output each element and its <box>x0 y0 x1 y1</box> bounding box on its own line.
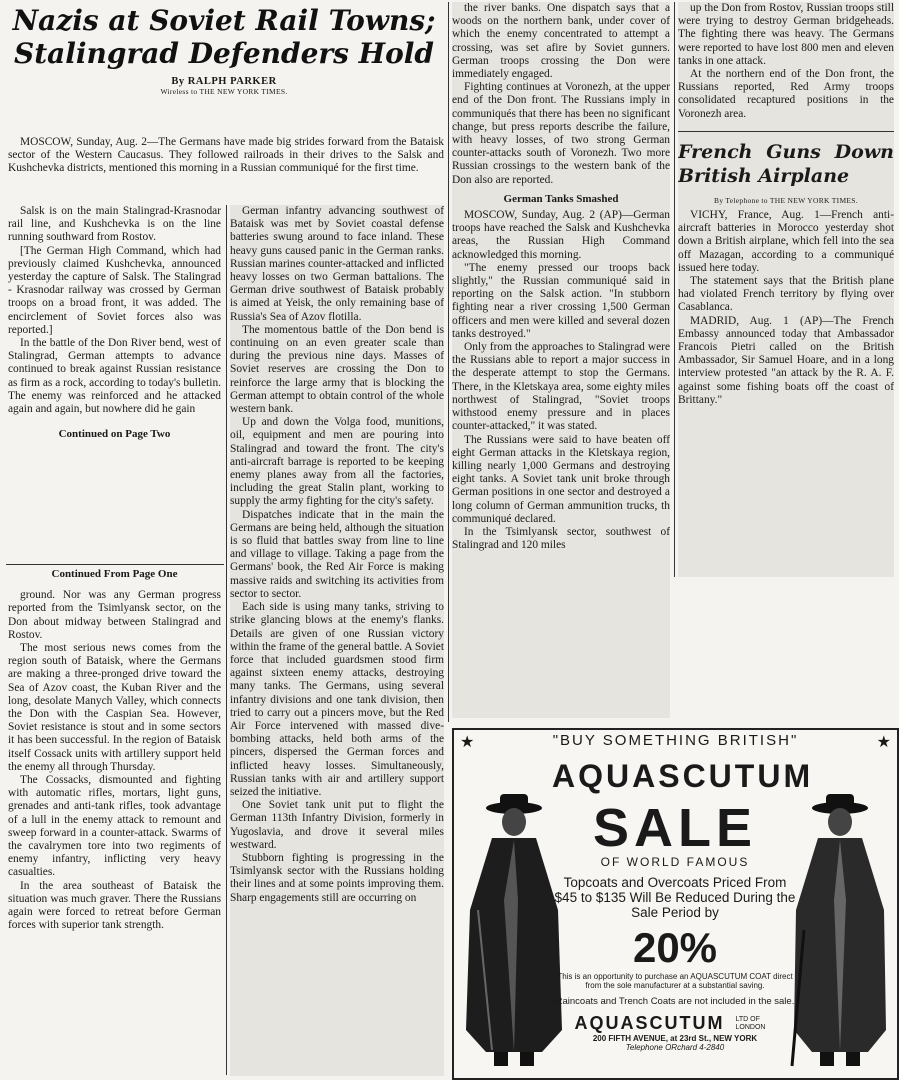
paragraph: German infantry advancing southwest of Bataisk was met by Soviet coastal defense batteries swung around to face inland. These heavy guns caused panic in the German ranks. Russian marines counter-attacked and inflicted heavy losses on two German battalions. The German drive southwest of Bataisk probably is aimed at Yeisk, the only remaining base of Russia's Sea of Azov flotilla. <box>230 205 444 323</box>
paragraph: ground. Nor was any German progress reported from the Tsimlyansk sector, on the Don about midway between Stalingrad and Rostov. <box>8 589 221 641</box>
ad-address: 200 FIFTH AVENUE, at 23rd St., NEW YORK <box>592 1034 758 1043</box>
paragraph: In the area southeast of Bataisk the situation was much graver. There the Russians again were forced to retreat before German forces with superior tank strength. <box>8 879 221 932</box>
paragraph: The most serious news comes from the region south of Bataisk, where the Germans are making a three-pronged drive toward the Sea of Azov coast, the Kuban River and the long, desolate Manych Valley, which connects the Don with the Caspian Sea. However, Soviet resistance is stout and in some sectors it has been successful. In the region of Bataisk itself Cossack units with artillery support held the enemy all through Thursday. <box>8 642 221 773</box>
paragraph: [The German High Command, which had previously claimed Kushchevka, announced yesterday the capture of Salsk. The Stalingrad - Krasnodar railway was crossed by German troops on a broad front, it was added. The encirclement of Soviet forces also was reported.] <box>8 244 221 336</box>
paragraph: "The enemy pressed our troops back slightly," the Russian communiqué said in reporting on the Salsk action. "In stubborn fighting near a river crossing 1,500 German officers and men were killed and several dozen tanks destroyed." <box>452 261 670 340</box>
paragraph: Stubborn fighting is progressing in the Tsimlyansk sector with the Russians holding their lines and at some points improving them. Sharp engagements still are occurring on <box>230 851 444 904</box>
ad-opportunity: This is an opportunity to purchase an AQUASCUTUM COAT direct from the sole manufacturer at a substantial saving. <box>557 972 793 990</box>
ad-exclusions: Raincoats and Trench Coats are not included in the sale. <box>555 996 795 1007</box>
star-icon: ★ <box>460 734 475 751</box>
star-icon: ★ <box>876 734 891 751</box>
paragraph: the river banks. One dispatch says that a woods on the northern bank, under cover of which the enemy concentrated to attempt a crossing, was set afire by Soviet gunners. German troops crossing the Don were immediately engaged. <box>452 2 670 81</box>
article-column-1b <box>8 568 221 932</box>
paragraph: In the Tsimlyansk sector, southwest of Stalingrad and 120 miles <box>452 525 670 552</box>
ad-brand: AQUASCUTUM <box>552 758 814 794</box>
column-rule <box>674 2 675 577</box>
article-column-3 <box>452 2 670 718</box>
wire-credit: By Telephone to THE NEW YORK TIMES. <box>714 195 858 205</box>
column-rule <box>448 2 449 722</box>
paragraph: Only from the approaches to Stalingrad were the Russians able to report a major success in the desperate attempt to stop the Germans. There, in the Kletskaya area, some eighty miles northwest of Stalingrad, "Soviet troops withstood enemy pressure and in places counter-attacked," it was stated. <box>452 341 670 433</box>
lead-text: MOSCOW, Sunday, Aug. 2—The Germans have made big strides forward from the Bataisk sector of the Western Caucasus. They followed railroads in their drives to the Salsk and Kushchevka districts, mentioned this morning in a Russian communiqué for the first time. <box>8 136 444 175</box>
continued-from-line: Continued From Page One <box>51 568 178 580</box>
main-headline: Nazis at Soviet Rail Towns; Stalingrad Defenders Hold <box>12 4 436 70</box>
paragraph: Dispatches indicate that in the main the Germans are being held, although the situation is so fluid that battles sway from line to line and village to village. Taking a page from the Germans' book, the Red Air Force is making massive raids and switching its activities from sector to sector. <box>230 508 444 600</box>
divider <box>6 564 224 565</box>
paragraph: The Russians were said to have beaten off eight German attacks in the Kletskaya region, killing nearly 1,000 Germans and destroying eight tanks. A Soviet tank unit broke through German positions in one sector and destroyed a long column of German ammunition trucks, th communiqué declared. <box>452 433 670 525</box>
paragraph: The statement says that the British plane had violated French territory by flying over Casablanca. <box>678 275 894 314</box>
main-headline-block <box>4 4 444 96</box>
paragraph: Up and down the Volga food, munitions, oil, equipment and men are pouring into Stalingrad and toward the front. The city's anti-aircraft barrage is reported to be keeping enemy planes away from all the factories, including the great Stalin plant, working to supply the army fighting for the city's safety. <box>230 416 444 508</box>
ad-logo-text: AQUASCUTUM <box>574 1013 725 1033</box>
article-column-1 <box>8 205 221 441</box>
ad-logo <box>552 1013 798 1034</box>
wire-credit: Wireless to THE NEW YORK TIMES. <box>160 87 288 96</box>
ad-logo-ltd: LTD OF LONDON <box>735 1016 766 1032</box>
ad-world-famous: OF WORLD FAMOUS <box>600 855 750 869</box>
ad-offer: Topcoats and Overcoats Priced From $45 to $135 Will Be Reduced During the Sale Period by <box>554 875 796 920</box>
paragraph: MOSCOW, Sunday, Aug. 2 (AP)—German troops have reached the Salsk and Kushchevka areas, the Russian High Command acknowledged this morning. <box>452 209 670 261</box>
paragraph: Fighting continues at Voronezh, at the upper end of the Don front. The Russians imply in communiqués that there has been no significant change, but press reports describe the failure, with heavy losses, of two strong German counter-attacks south of Voronezh. Two more Russian crossings to the western bank of the Don also are reported. <box>452 81 670 186</box>
ad-copy <box>552 730 814 1052</box>
ad-phone: Telephone ORchard 4-2840 <box>625 1043 725 1052</box>
column-rule <box>226 205 227 1075</box>
article-column-4 <box>678 2 894 577</box>
paragraph: The momentous battle of the Don bend is continuing on an even greater scale than during the previous nine days. Masses of Soviet reserves are crossing the Don to reinforce the large army that is blocking the German attempt to obtain control of the whole western bank. <box>230 323 444 416</box>
paragraph: One Soviet tank unit put to flight the German 113th Infantry Division, formerly in Yugoslavia, and drove it several miles westward. <box>230 799 444 851</box>
ad-sale: SALE <box>592 798 758 858</box>
paragraph: Salsk is on the main Stalingrad-Krasnodar rail line, and Kushchevka is on the line running southward from Rostov. <box>8 205 221 244</box>
paragraph: The Cossacks, dismounted and fighting with automatic rifles, mortars, light guns, grenades and anti-tank rifles, took advantage of a lull in the enemy attack to remount and sweep forward in a counter-attack. Swarms of the cavalrymen tore into two regiments of enemy infantry, inflicting very heavy casualties. <box>8 774 221 879</box>
jump-line: Continued on Page Two <box>58 428 171 441</box>
paragraph: up the Don from Rostov, Russian troops still were trying to destroy German bridgeheads. The fighting there was heavy. The Germans were reported to have lost 800 men and eleven tanks in one attack. <box>678 2 894 67</box>
article-headline: French Guns Down British Airplane <box>678 140 894 187</box>
aquascutum-advertisement <box>452 728 899 1080</box>
article-column-2 <box>230 205 444 1076</box>
ad-discount: 20% <box>632 924 718 971</box>
man-in-overcoat-illustration-right <box>784 790 896 1074</box>
french-article <box>678 131 894 407</box>
lead-paragraph <box>8 136 444 176</box>
subhead: German Tanks Smashed <box>503 192 619 205</box>
paragraph: Each side is using many tanks, striving to strike glancing blows at the enemy's flanks. Details are given of one Russian victory within the frame of the general battle. A Soviet force that included guardsmen stood firm against sixteen enemy attacks, destroying many tanks. The Germans, using several infantry divisions and one tank division, then tried to carry out a pincers move, but the Red Air Force intervened with massed dive-bombing attacks, held both arms of the pincers, dispersed the German forces and inflicted heavy losses. Simultaneously, Russian tanks with air and artillery support seized the initiative. <box>230 601 444 798</box>
paragraph: At the northern end of the Don front, the Russians reported, Red Army troops consolidated recaptured positions in the Voronezh area. <box>678 68 894 120</box>
byline: By RALPH PARKER <box>171 76 277 87</box>
paragraph: VICHY, France, Aug. 1—French anti-aircraft batteries in Morocco yesterday shot down a British airplane, which fell into the sea off Mazagan, according to a communiqué issued here today. <box>678 209 894 274</box>
ad-tagline: "BUY SOMETHING BRITISH" <box>552 732 799 749</box>
paragraph: In the battle of the Don River bend, west of Stalingrad, German attempts to advance continued to break against Russian resistance as firm as a rock, according to today's bulletin. The enemy was reinforced and he attacked again and again, but nowhere did he gain <box>8 337 221 416</box>
paragraph: MADRID, Aug. 1 (AP)—The French Embassy announced today that Ambassador Francois Pietri called on the British Ambassador, Sir Samuel Hoare, and in a long interview protested "an attack by the R. A. F. against some fishing boats off the coast of Brittany." <box>678 314 894 406</box>
